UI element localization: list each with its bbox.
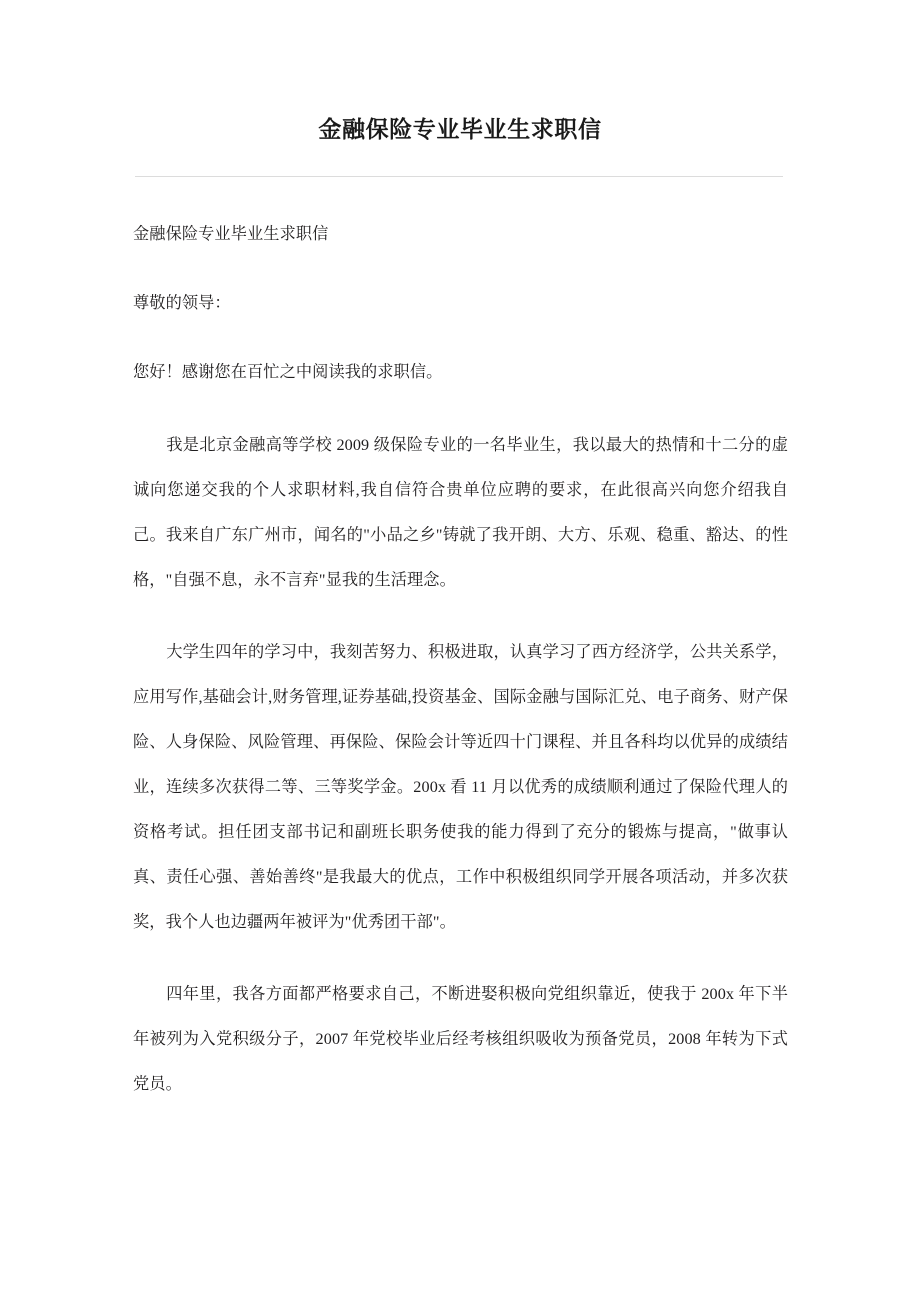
salutation-line: 尊敬的领导： bbox=[133, 294, 231, 312]
page-title: 金融保险专业毕业生求职信 bbox=[318, 117, 602, 143]
document-body bbox=[133, 200, 788, 1107]
title-divider bbox=[135, 176, 783, 177]
body-paragraph-3: 四年里，我各方面都严格要求自己，不断进娶积极向党组织靠近，使我于 200x 年下半年被列为入党积级分子，2007 年党校毕业后经考核组织吸收为预备党员，2008 年转为下式党员。 bbox=[133, 985, 788, 1093]
greeting-line: 您好！感谢您在百忙之中阅读我的求职信。 bbox=[133, 363, 443, 381]
body-lead-title: 金融保险专业毕业生求职信 bbox=[133, 225, 329, 243]
body-paragraph-2: 大学生四年的学习中，我刻苦努力、积极进取，认真学习了西方经济学，公共关系学，应用写作,基础会计,财务管理,证券基础,投资基金、国际金融与国际汇兑、电子商务、财产保险、人身保险、风险管理、再保险、保险会计等近四十门课程、并且各科均以优异的成绩结业，连续多次获得二等、三等奖学金。200x 看 11 月以优秀的成绩顺利通过了保险代理人的资格考试。担任团支部书记和副班长职务使我的能力得到了充分的锻炼与提高，"做事认真、责任心强、善始善终"是我最大的优点，工作中积极组织同学开展各项活动，并多次获奖，我个人也边疆两年被评为"优秀团干部"。 bbox=[133, 643, 788, 931]
body-paragraph-1: 我是北京金融高等学校 2009 级保险专业的一名毕业生，我以最大的热情和十二分的虚诚向您递交我的个人求职材料,我自信符合贵单位应聘的要求，在此很高兴向您介绍我自己。我来自广东广州市，闻名的"小品之乡"铸就了我开朗、大方、乐观、稳重、豁达、的性格，"自强不息，永不言弃"显我的生活理念。 bbox=[133, 436, 788, 589]
